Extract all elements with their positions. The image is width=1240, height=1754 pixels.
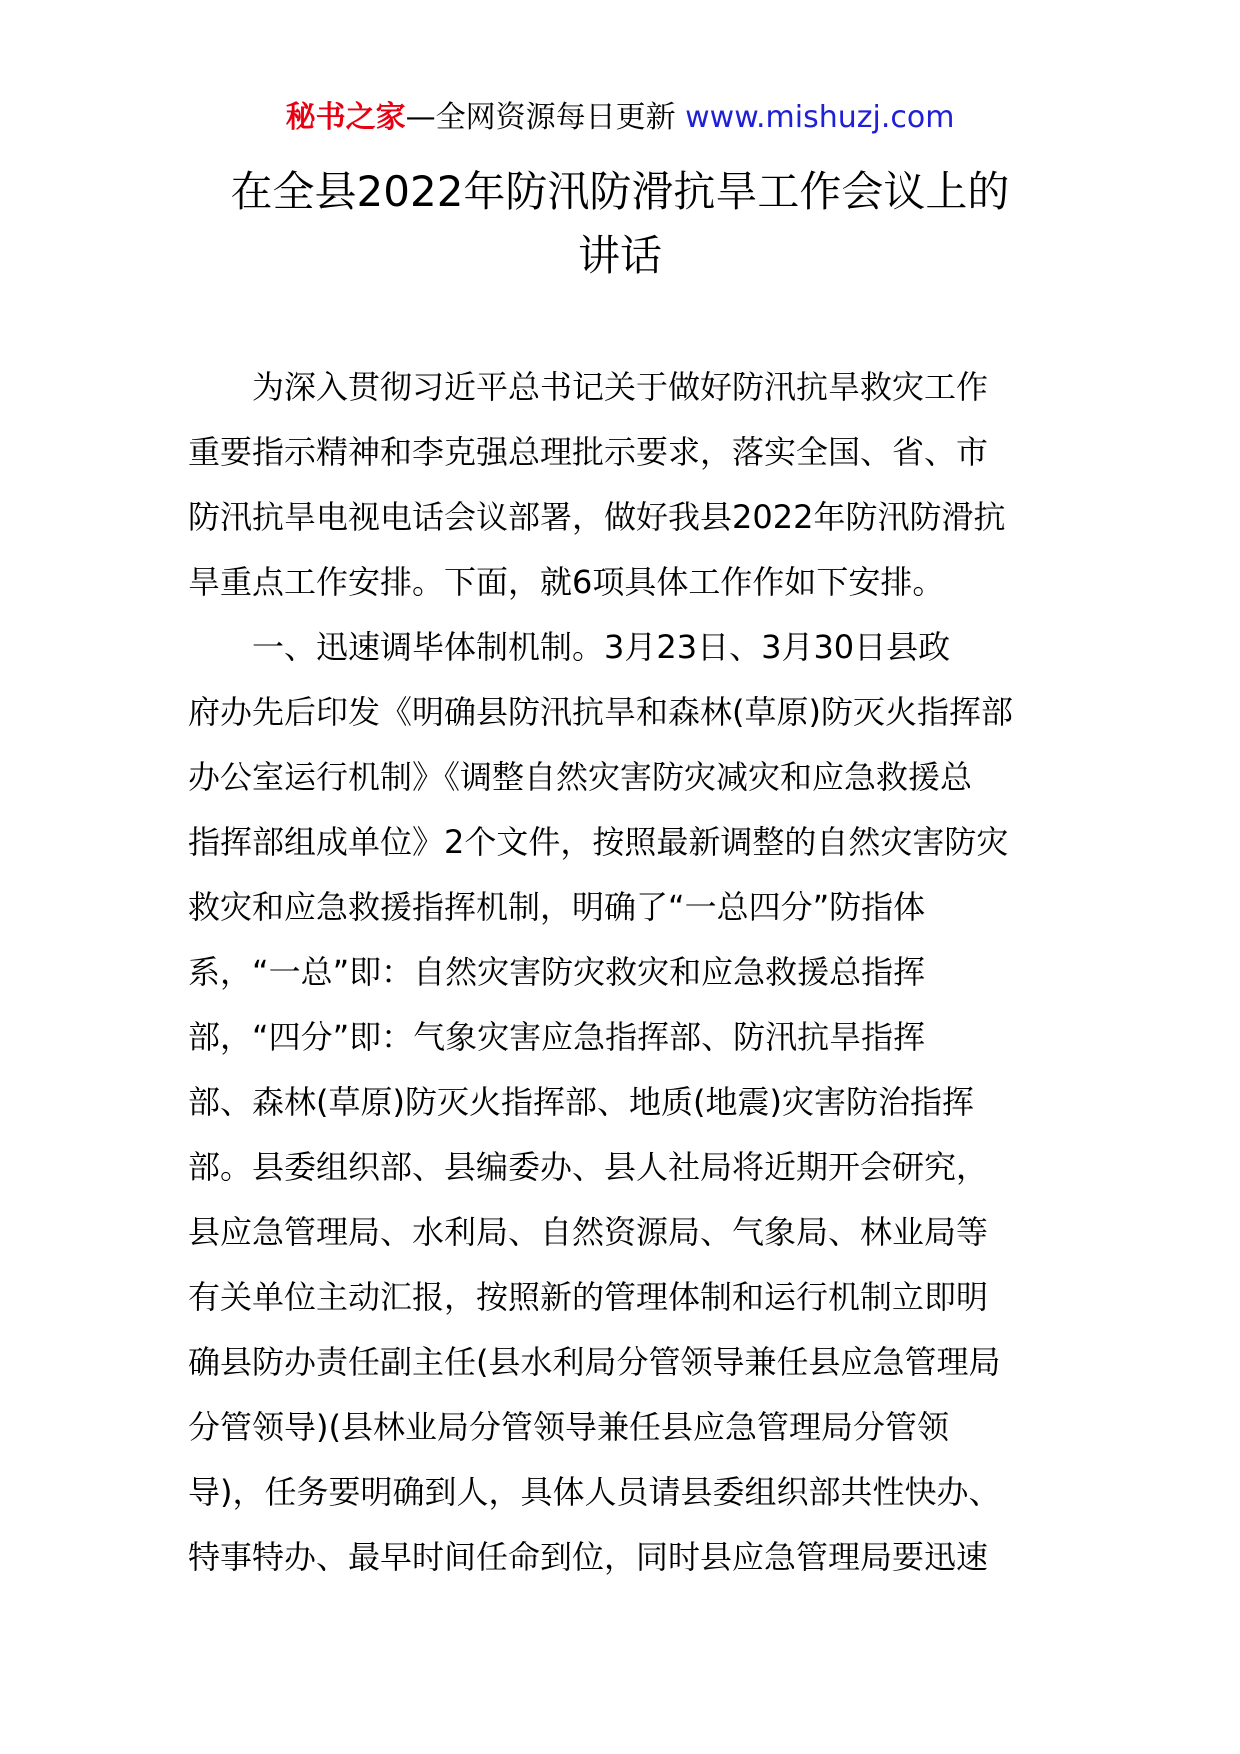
body-line: 旱重点工作安排。下面，就6项具体工作作如下安排。 xyxy=(188,563,945,601)
body-line: 一、迅速调毕体制机制。3月23日、3月30日县政 xyxy=(252,628,951,666)
body-line: 县应急管理局、水利局、自然资源局、气象局、林业局等 xyxy=(188,1213,989,1251)
body-line: 系，“一总”即：自然灾害防灾救灾和应急救援总指挥 xyxy=(188,953,926,991)
document-body xyxy=(188,355,1052,1590)
body-line: 导)，任务要明确到人，具体人员请县委组织部共性快办、 xyxy=(188,1473,1001,1511)
brand-name: 秘书之家 xyxy=(285,100,406,135)
body-line: 办公室运行机制》《调整自然灾害防灾减灾和应急救援总 xyxy=(188,758,973,796)
body-line: 指挥部组成单位》2个文件，按照最新调整的自然灾害防灾 xyxy=(188,823,1009,861)
body-line: 重要指示精神和李克强总理批示要求，落实全国、省、市 xyxy=(188,433,989,471)
body-line: 特事特办、最早时间任命到位，同时县应急管理局要迅速 xyxy=(188,1538,989,1576)
title-line-2: 讲话 xyxy=(577,231,662,280)
site-header xyxy=(0,98,1240,138)
body-line: 防汛抗旱电视电话会议部署，做好我县2022年防汛防滑抗 xyxy=(188,498,1006,536)
body-line: 为深入贯彻习近平总书记关于做好防汛抗旱救灾工作 xyxy=(252,368,989,406)
document-title xyxy=(170,160,1070,288)
title-line-1: 在全县2022年防汛防滑抗旱工作会议上的 xyxy=(230,167,1010,216)
body-line: 部，“四分”即：气象灾害应急指挥部、防汛抗旱指挥 xyxy=(188,1018,926,1056)
body-line: 确县防办责任副主任(县水利局分管领导兼任县应急管理局 xyxy=(188,1343,1001,1381)
body-line: 有关单位主动汇报，按照新的管理体制和运行机制立即明 xyxy=(188,1278,989,1316)
body-line: 府办先后印发《明确县防汛抗旱和森林(草原)防灭火指挥部 xyxy=(188,693,1013,731)
body-line: 救灾和应急救援指挥机制，明确了“一总四分”防指体 xyxy=(188,888,926,926)
body-line: 分管领导)(县林业局分管领导兼任县应急管理局分管领 xyxy=(188,1408,949,1446)
header-tagline: —全网资源每日更新 xyxy=(405,100,676,135)
body-line: 部、森林(草原)防灭火指挥部、地质(地震)灾害防治指挥 xyxy=(188,1083,974,1121)
site-url-link[interactable]: www.mishuzj.com xyxy=(685,100,955,135)
body-line: 部。县委组织部、县编委办、县人社局将近期开会研究， xyxy=(188,1148,989,1186)
